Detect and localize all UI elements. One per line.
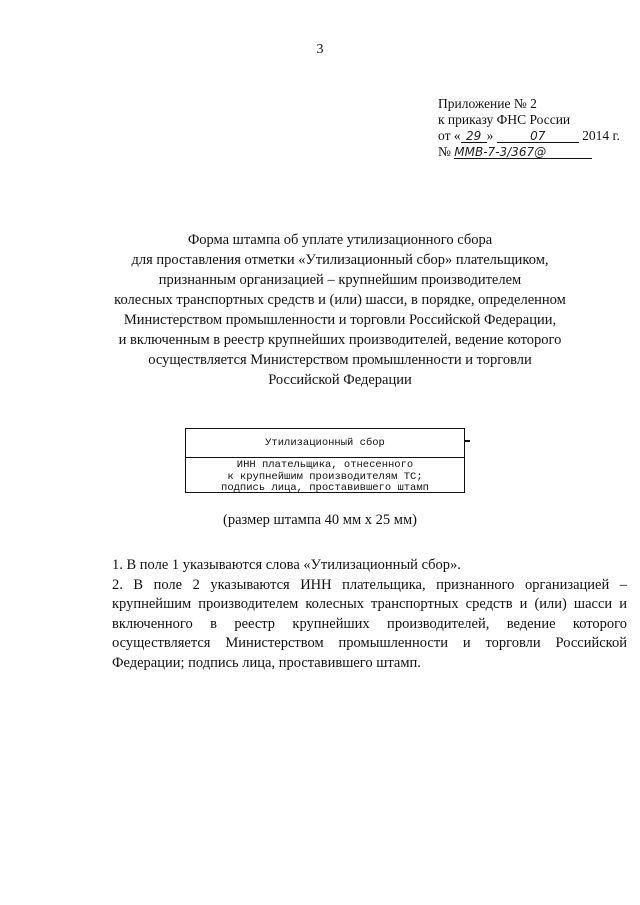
note-item-1: 1. В поле 1 указываются слова «Утилизационный сбор».: [112, 557, 461, 573]
title-line: Форма штампа об уплате утилизационного сбора: [187, 232, 493, 248]
number-prefix: №: [438, 144, 451, 159]
date-day: 29: [461, 130, 487, 143]
page-number: 3: [316, 42, 324, 57]
title-line: Министерством промышленности и торговли Российской Федерации,: [123, 312, 557, 328]
appendix-number: [438, 144, 628, 160]
stamp-form: [185, 428, 465, 493]
date-year: 2014 г.: [582, 128, 620, 143]
title-line: признанным организацией – крупнейшим производителем: [158, 272, 522, 288]
stamp-size-note: (размер штампа 40 мм х 25 мм): [223, 512, 417, 528]
title-line: Российской Федерации: [268, 372, 412, 388]
appendix-order-ref: к приказу ФНС России: [438, 112, 571, 127]
form-title: [100, 230, 580, 390]
appendix-date: [438, 128, 628, 144]
stamp-field-2-line: подпись лица, проставившего штамп: [221, 482, 429, 494]
number-value: ММВ-7-3/367@: [454, 146, 592, 159]
date-mid: »: [486, 128, 494, 143]
stamp-field-1: Утилизационный сбор: [186, 429, 464, 458]
title-line: осуществляется Министерством промышленности и торговли: [148, 352, 532, 368]
title-line: колесных транспортных средств и (или) шасси, в порядке, определенном: [114, 292, 566, 308]
stamp-field-2-line: ИНН плательщика, отнесенного: [236, 459, 414, 471]
appendix-block: [438, 96, 628, 160]
title-line: для проставления отметки «Утилизационный сбор» плательщиком,: [131, 252, 549, 268]
title-line: и включенным в реестр крупнейших производителей, ведение которого: [118, 332, 562, 348]
notes: [112, 556, 627, 673]
stamp-field-2-line: к крупнейшим производителям ТС;: [227, 470, 423, 483]
date-month: 07: [497, 130, 579, 143]
date-prefix: от «: [438, 128, 461, 143]
appendix-title: Приложение № 2: [438, 96, 537, 111]
stamp-field-2: [186, 458, 464, 495]
stamp-tick-mark: [465, 440, 470, 442]
note-item-2: 2. В поле 2 указываются ИНН плательщика, признанного организацией – крупнейшим производителем колесных транспортных средств и (или) шасси и включенного в реестр крупнейших производителей, ведение которого осуществляется Министерством промышленности и торговли Российской Федерации; подпись лица, проставившего штамп.: [112, 576, 627, 671]
